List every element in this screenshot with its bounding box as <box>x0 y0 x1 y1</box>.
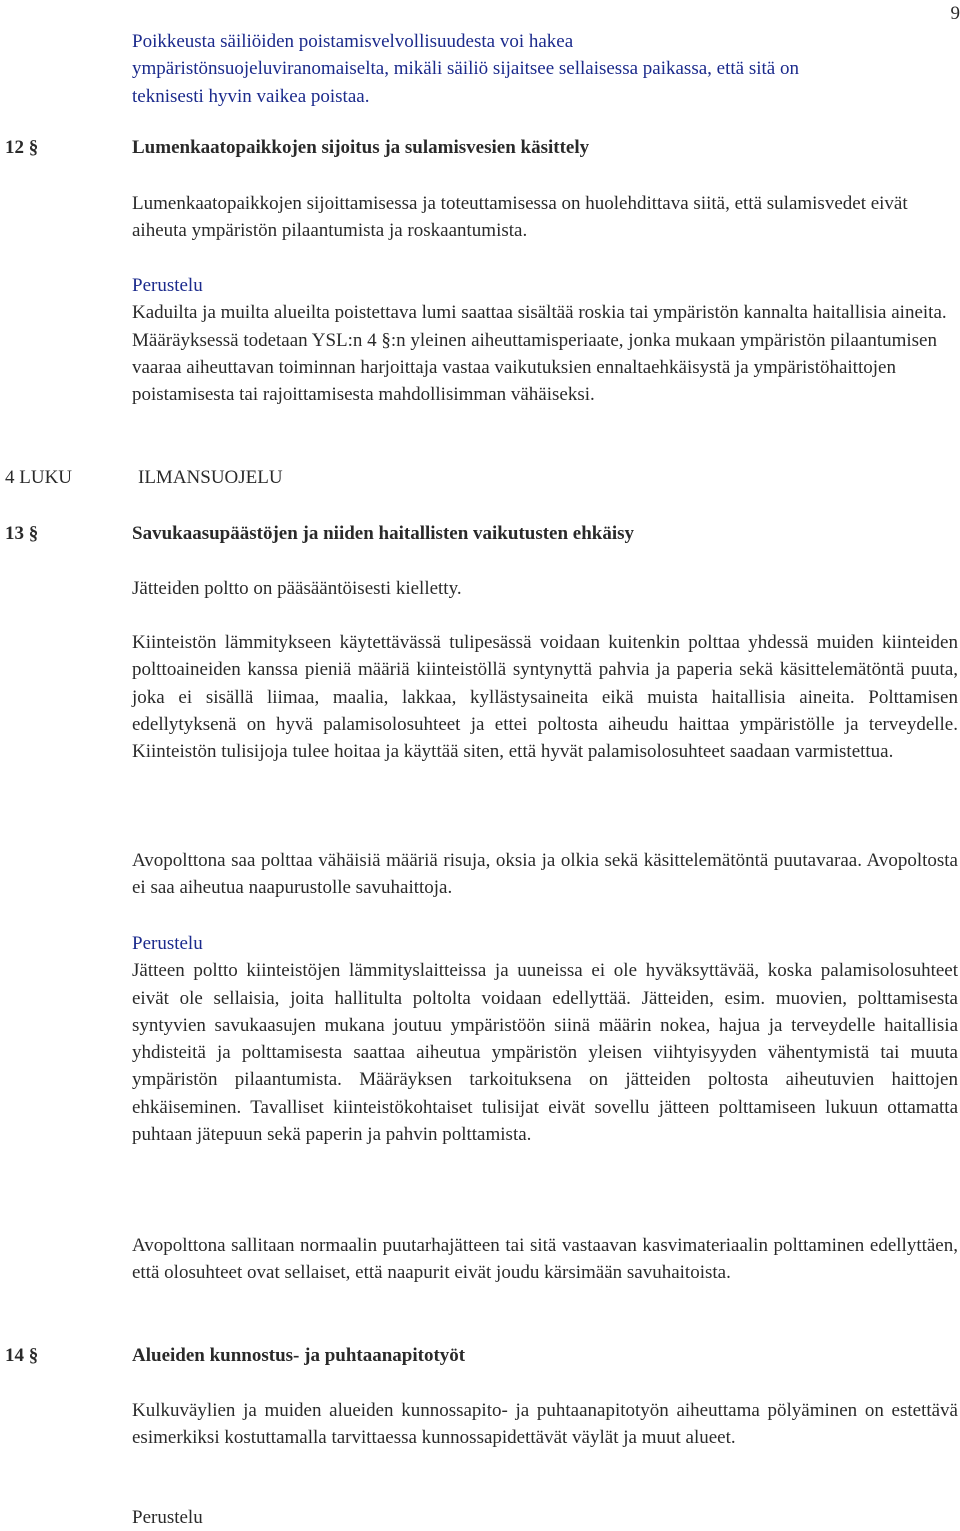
section-13-paragraph-2 <box>132 629 958 765</box>
section-13-text-1: Jätteiden poltto on pääsääntöisesti kielletty. <box>132 575 958 602</box>
section-14-rationale-label: Perustelu <box>132 1504 958 1531</box>
chapter-4-number: 4 LUKU <box>5 464 72 491</box>
section-13-rationale-text: Jätteen poltto kiinteistöjen lämmityslaitteissa ja uuneissa ei ole hyväksyttävää, koska palamisolosuhteet eivät ole sellaisia, joita hallitulta poltolta voidaan edellyttää. Jätteiden, esim. muovien, polttamisesta syntyvien savukaasujen mukana joutuu ympäristöön siinä määrin nokea, hajua ja terveydelle haitallisia yhdisteitä ja polttamisesta saattaa aiheutua ympäristön yleisen viihtyisyyden vähentymistä tai muuta ympäristön pilaantumista. Määräyksen tarkoituksena on jätteiden poltosta aiheutuvien haittojen ehkäiseminen. Tavalliset kiinteistökohtaiset tulisijat eivät sovellu jätteen polttamiseen lukuun ottamatta puhtaan jätepuun sekä paperin ja pahvin polttamista. <box>132 957 958 1148</box>
section-13-rationale-label: Perustelu <box>132 930 958 957</box>
section-12-rationale <box>132 272 958 408</box>
section-13-text-4: Avopolttona sallitaan normaalin puutarhajätteen tai sitä vastaavan kasvimateriaalin polttaminen edellyttäen, että olosuhteet ovat sellaiset, että naapurit eivät joudu kärsimään savuhaitoista. <box>132 1232 958 1287</box>
section-14-text: Kulkuväylien ja muiden alueiden kunnossapito- ja puhtaanapitotyön aiheuttama pölyäminen on estettävä esimerkiksi kostuttamalla tarvittaessa kunnossapidettävät väylät ja muut alueet. <box>132 1397 958 1452</box>
section-13-paragraph-3 <box>132 847 958 902</box>
section-12-rationale-text: Kaduilta ja muilta alueilta poistettava lumi saattaa sisältää roskia tai ympäristön kannalta haitallisia aineita. Määräyksessä todetaan YSL:n 4 §:n yleinen aiheuttamisperiaate, jonka mukaan ympäristön pilaantumisen vaaraa aiheuttavan toiminnan harjoittaja vastaa vaikutuksien ennaltaehkäisystä ja ympäristöhaittojen poistamisesta tai rajoittamisesta mahdollisimman vähäiseksi. <box>132 299 958 408</box>
section-13-rationale <box>132 930 958 1148</box>
section-12-number: 12 § <box>5 134 38 161</box>
section-12-rationale-label: Perustelu <box>132 272 958 299</box>
section-13-text-3: Avopolttona saa polttaa vähäisiä määriä risuja, oksia ja olkia sekä käsittelemätöntä puutavaraa. Avopoltosta ei saa aiheutua naapurustolle savuhaittoja. <box>132 847 958 902</box>
intro-paragraph <box>132 28 958 110</box>
section-13-text-2: Kiinteistön lämmitykseen käytettävässä tulipesässä voidaan kuitenkin polttaa yhdessä muiden kiinteiden polttoaineiden kanssa pieniä määriä kiinteistöllä syntynyttä pahvia ja paperia sekä käsittelemätöntä puuta, joka ei sisällä liimaa, maalia, lakkaa, kyllästysaineita eikä muista haitallisia aineita. Polttamisen edellytyksenä on hyvä palamisolosuhteet ja ettei poltosta aiheudu haittaa ympäristölle ja terveydelle. Kiinteistön tulisijoja tulee hoitaa ja käyttää siten, että hyvät palamisolosuhteet saadaan varmistettua. <box>132 629 958 765</box>
section-12-paragraph <box>132 190 958 245</box>
page-number: 9 <box>951 2 960 26</box>
section-14-rationale <box>132 1504 958 1531</box>
section-13-paragraph-4 <box>132 1232 958 1287</box>
section-13-title: Savukaasupäästöjen ja niiden haitallisten vaikutusten ehkäisy <box>132 520 634 547</box>
section-12-title: Lumenkaatopaikkojen sijoitus ja sulamisvesien käsittely <box>132 134 589 161</box>
section-14-number: 14 § <box>5 1342 38 1369</box>
section-14-paragraph <box>132 1397 958 1452</box>
section-13-paragraph-1 <box>132 575 958 602</box>
chapter-4-title: ILMANSUOJELU <box>138 464 283 491</box>
section-13-number: 13 § <box>5 520 38 547</box>
section-14-title: Alueiden kunnostus- ja puhtaanapitotyöt <box>132 1342 465 1369</box>
section-12-text: Lumenkaatopaikkojen sijoittamisessa ja toteuttamisessa on huolehdittava siitä, että sulamisvedet eivät aiheuta ympäristön pilaantumista ja roskaantumista. <box>132 190 958 245</box>
intro-text: Poikkeusta säiliöiden poistamisvelvollisuudesta voi hakea ympäristönsuojeluviranomaiselta, mikäli säiliö sijaitsee sellaisessa paikassa, että sitä on teknisesti hyvin vaikea poistaa. <box>132 28 832 110</box>
